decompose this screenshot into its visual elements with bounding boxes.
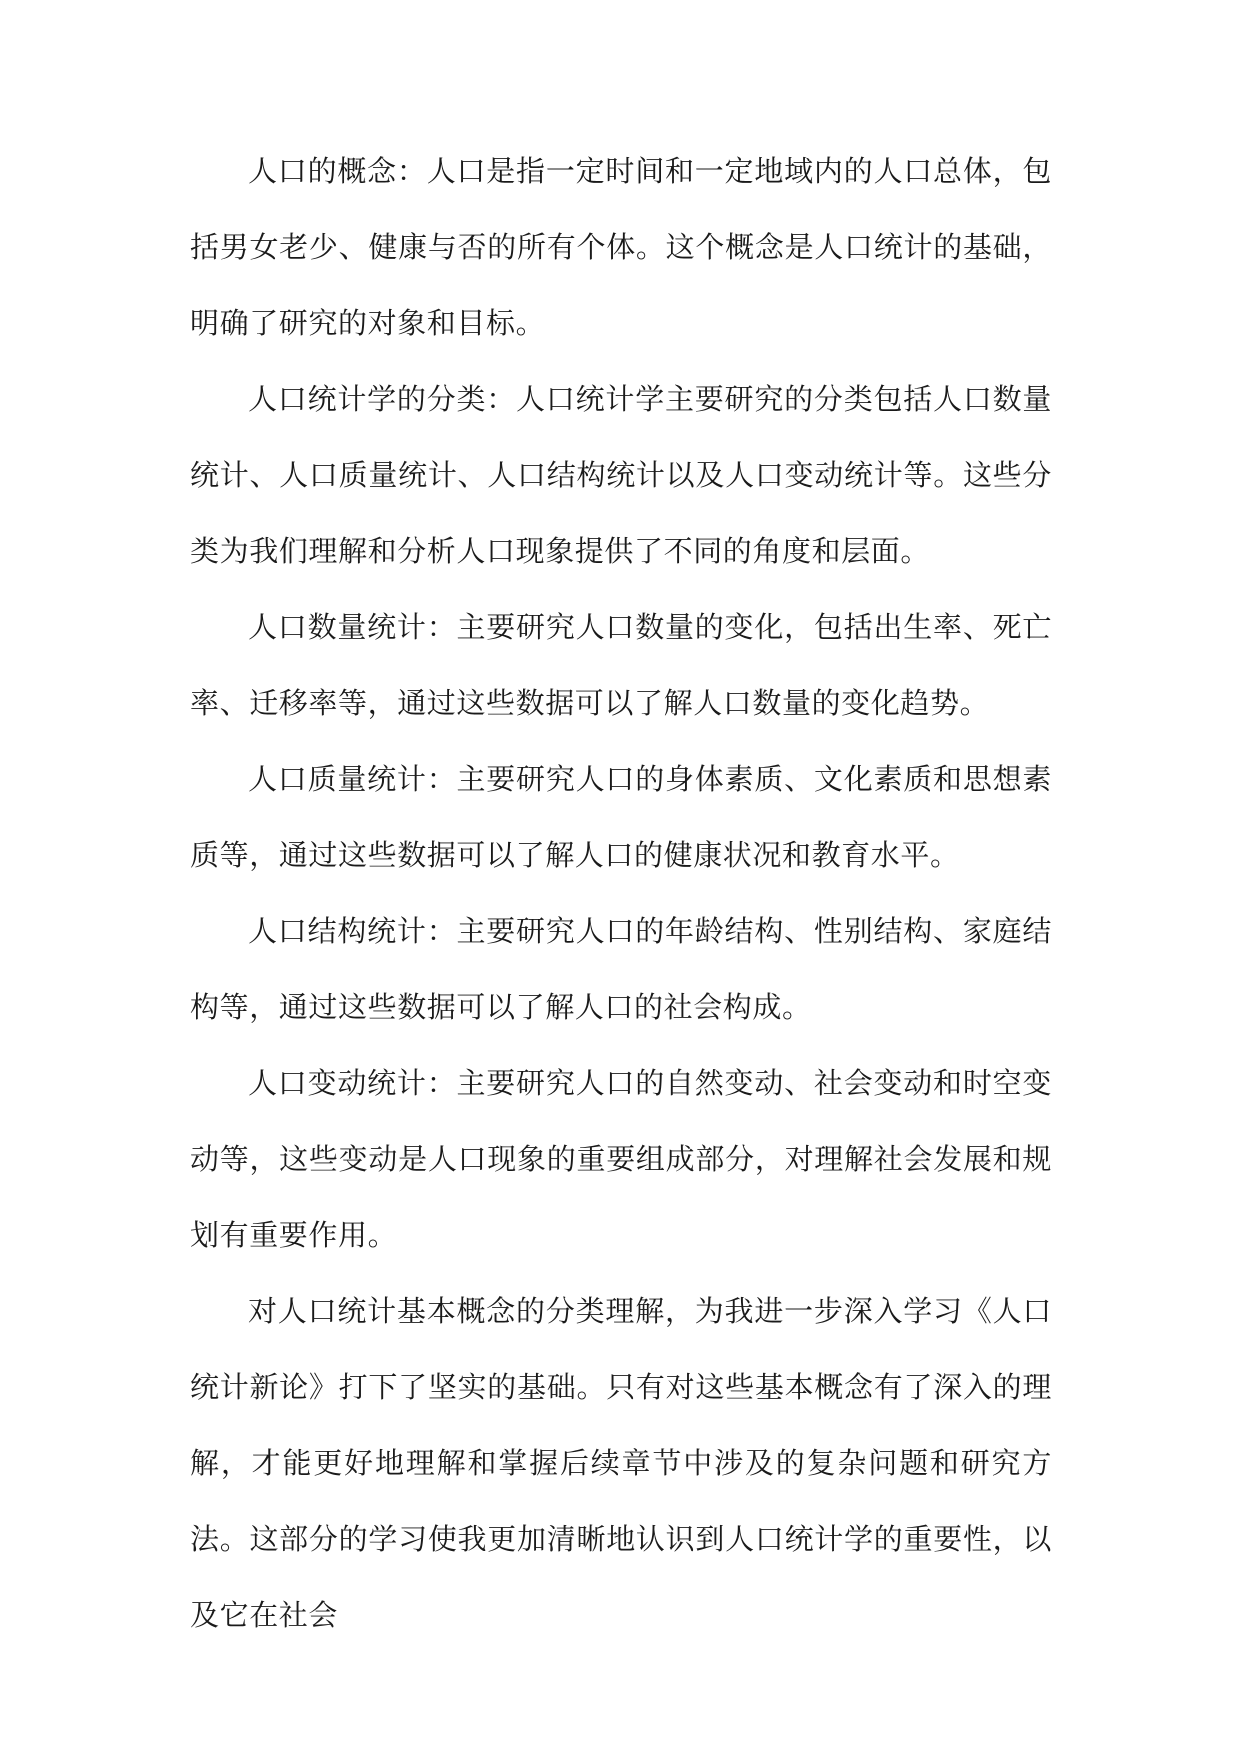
- document-body: [190, 133, 1052, 1653]
- paragraph-population-change: 人口变动统计：主要研究人口的自然变动、社会变动和时空变动等，这些变动是人口现象的重要组成部分，对理解社会发展和规划有重要作用。: [190, 1066, 1052, 1252]
- paragraph-population-quality: 人口质量统计：主要研究人口的身体素质、文化素质和思想素质等，通过这些数据可以了解人口的健康状况和教育水平。: [190, 762, 1052, 872]
- paragraph-reflection: 对人口统计基本概念的分类理解，为我进一步深入学习《人口统计新论》打下了坚实的基础。只有对这些基本概念有了深入的理解，才能更好地理解和掌握后续章节中涉及的复杂问题和研究方法。这部分的学习使我更加清晰地认识到人口统计学的重要性，以及它在社会: [190, 1294, 1052, 1632]
- paragraph-population-quantity: 人口数量统计：主要研究人口数量的变化，包括出生率、死亡率、迁移率等，通过这些数据可以了解人口数量的变化趋势。: [190, 610, 1052, 720]
- paragraph-population-structure: 人口结构统计：主要研究人口的年龄结构、性别结构、家庭结构等，通过这些数据可以了解人口的社会构成。: [190, 914, 1052, 1024]
- paragraph-population-concept: 人口的概念：人口是指一定时间和一定地域内的人口总体，包括男女老少、健康与否的所有个体。这个概念是人口统计的基础，明确了研究的对象和目标。: [190, 154, 1052, 340]
- paragraph-demography-classification: 人口统计学的分类：人口统计学主要研究的分类包括人口数量统计、人口质量统计、人口结构统计以及人口变动统计等。这些分类为我们理解和分析人口现象提供了不同的角度和层面。: [190, 382, 1052, 568]
